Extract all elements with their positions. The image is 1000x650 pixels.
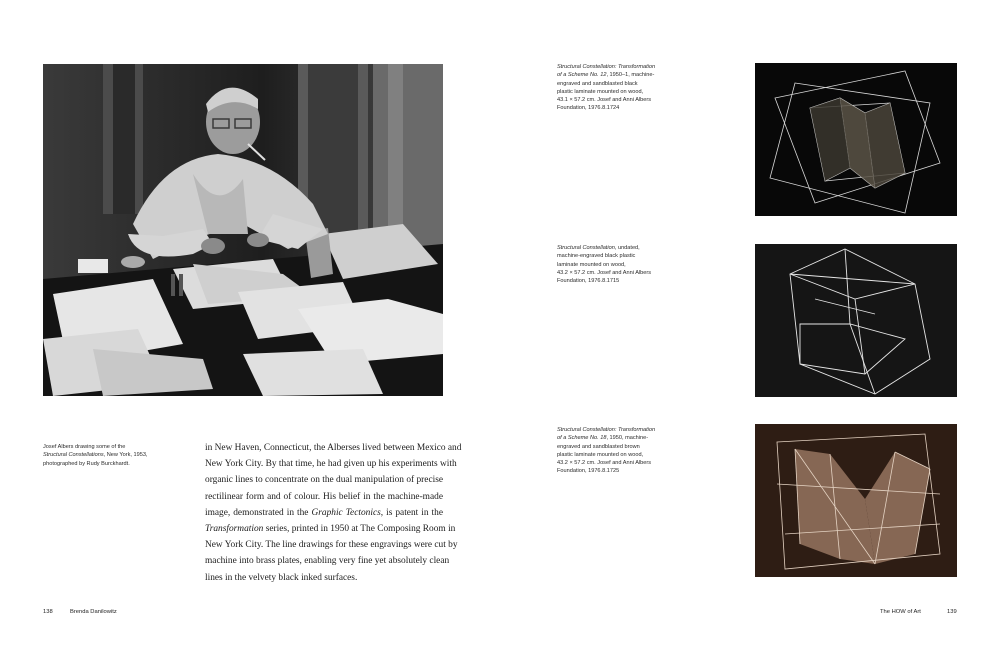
text-line: machine into brass plates, enabling very fine yet absolutely clean bbox=[205, 556, 450, 567]
photograph-of-man-drawing-at-desk bbox=[43, 64, 443, 396]
text-line: New York City. The line drawings for these engravings were cut by bbox=[205, 540, 458, 551]
artwork-structural-constellation-12 bbox=[755, 63, 957, 216]
page-number-left: 138 bbox=[43, 609, 53, 615]
artwork-caption-1: Structural Constellation: Transformation of a Scheme No. 12, 1950–1, machine- engraved and sandblasted black plastic laminate mounted on wood, 43.1 × 57.2 cm. Josef and Anni Albers Foundation, 1976.8.1724 bbox=[557, 64, 656, 112]
page-number-right: 139 bbox=[947, 609, 957, 615]
photo-illustration bbox=[43, 64, 443, 396]
text-line: Transformation series, printed in 1950 at The Composing Room in bbox=[205, 524, 456, 535]
running-head-author: Brenda Danilowitz bbox=[70, 609, 117, 615]
artwork-caption-2: Structural Constellation, undated, machine-engraved black plastic laminate mounted on wood, 43.2 × 57.2 cm. Josef and Anni Albers Foundation, 1976.8.1715 bbox=[557, 245, 652, 285]
caption-title: Structural Constellations bbox=[43, 452, 104, 459]
text-line: image, demonstrated in the Graphic Tectonics, is patent in the bbox=[205, 507, 443, 518]
caption-text: photographed by Rudy Burckhardt. bbox=[43, 460, 130, 467]
line-drawing bbox=[755, 424, 957, 577]
text-line: in New Haven, Connecticut, the Alberses lived between Mexico and bbox=[205, 443, 462, 453]
text-line: rectilinear form and of colour. His belief in the machine-made bbox=[205, 491, 443, 502]
caption-text: Josef Albers drawing some of the bbox=[43, 444, 126, 450]
photo-caption bbox=[43, 443, 173, 468]
artwork-caption-3: Structural Constellation: Transformation of a Scheme No. 18, 1950, machine- engraved and sandblasted brown plastic laminate mounted on wood, 43.2 × 57.2 cm. Josef and Anni Albers Foundation, 1976.8.1725 bbox=[557, 427, 656, 475]
body-paragraph bbox=[205, 440, 462, 586]
line-drawing bbox=[755, 63, 957, 216]
line-drawing bbox=[755, 244, 957, 397]
artwork-structural-constellation-undated bbox=[755, 244, 957, 397]
text-line: organic lines to concentrate on the dual manipulation of precise bbox=[205, 475, 444, 486]
text-line: New York City. By that time, he had given up his experiments with bbox=[205, 459, 457, 470]
artwork-structural-constellation-18 bbox=[755, 424, 957, 577]
text-line: lines in the velvety black inked surfaces. bbox=[205, 572, 358, 583]
caption-text: , New York, 1953, bbox=[103, 452, 148, 459]
running-head-title: The HOW of Art bbox=[880, 609, 921, 615]
